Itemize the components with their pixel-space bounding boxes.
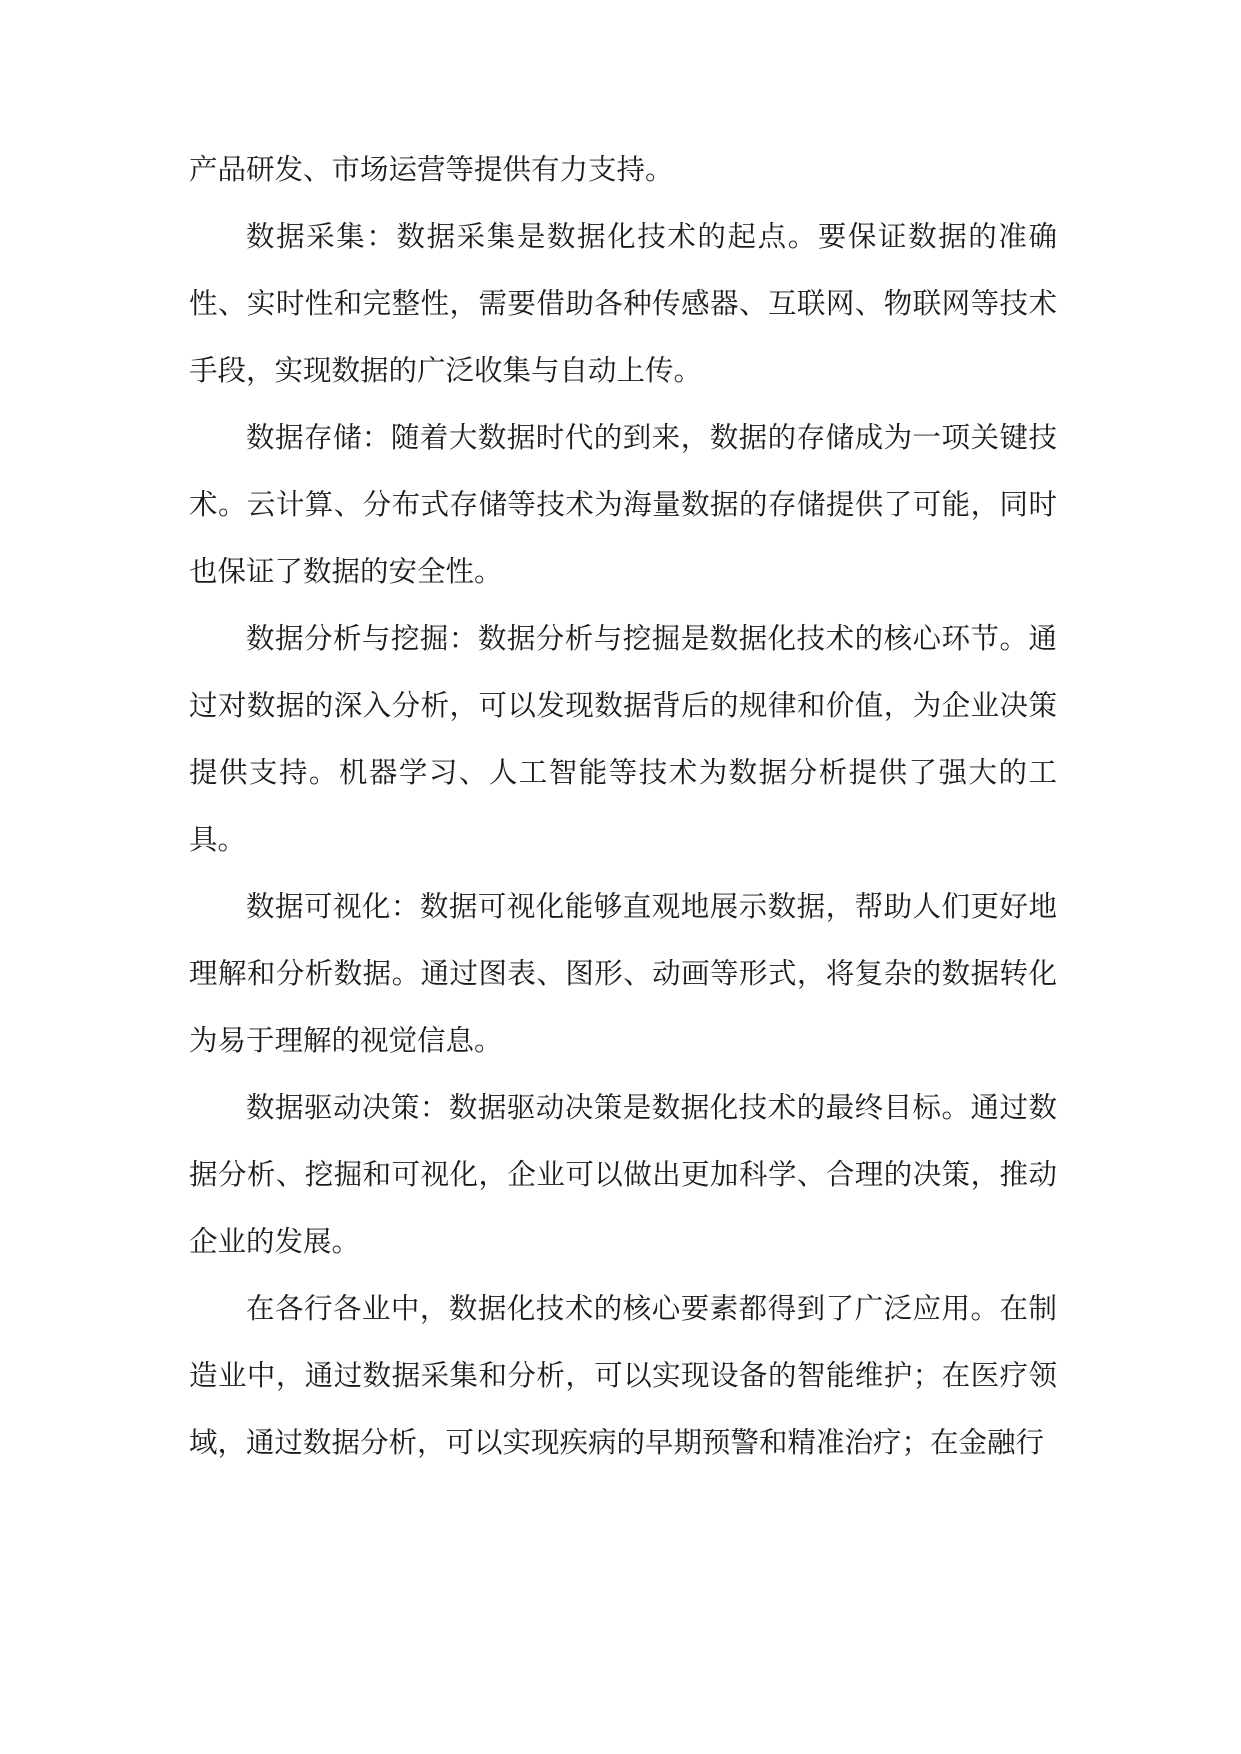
paragraph-data-visualization: 数据可视化：数据可视化能够直观地展示数据，帮助人们更好地理解和分析数据。通过图表、图形、动画等形式，将复杂的数据转化为易于理解的视觉信息。 [189, 890, 1057, 1057]
paragraph-data-storage: 数据存储：随着大数据时代的到来，数据的存储成为一项关键技术。云计算、分布式存储等技术为海量数据的存储提供了可能，同时也保证了数据的安全性。 [189, 421, 1057, 588]
document-body [189, 136, 1057, 1476]
paragraph-industry-application: 在各行各业中，数据化技术的核心要素都得到了广泛应用。在制造业中，通过数据采集和分析，可以实现设备的智能维护；在医疗领域，通过数据分析，可以实现疾病的早期预警和精准治疗；在金融行 [189, 1292, 1057, 1459]
paragraph-data-driven-decision: 数据驱动决策：数据驱动决策是数据化技术的最终目标。通过数据分析、挖掘和可视化，企业可以做出更加科学、合理的决策，推动企业的发展。 [189, 1091, 1057, 1258]
paragraph-data-analysis-mining: 数据分析与挖掘：数据分析与挖掘是数据化技术的核心环节。通过对数据的深入分析，可以发现数据背后的规律和价值，为企业决策提供支持。机器学习、人工智能等技术为数据分析提供了强大的工具。 [189, 622, 1057, 856]
paragraph-data-collection: 数据采集：数据采集是数据化技术的起点。要保证数据的准确性、实时性和完整性，需要借助各种传感器、互联网、物联网等技术手段，实现数据的广泛收集与自动上传。 [189, 220, 1057, 387]
paragraph-continuation: 产品研发、市场运营等提供有力支持。 [189, 153, 674, 186]
